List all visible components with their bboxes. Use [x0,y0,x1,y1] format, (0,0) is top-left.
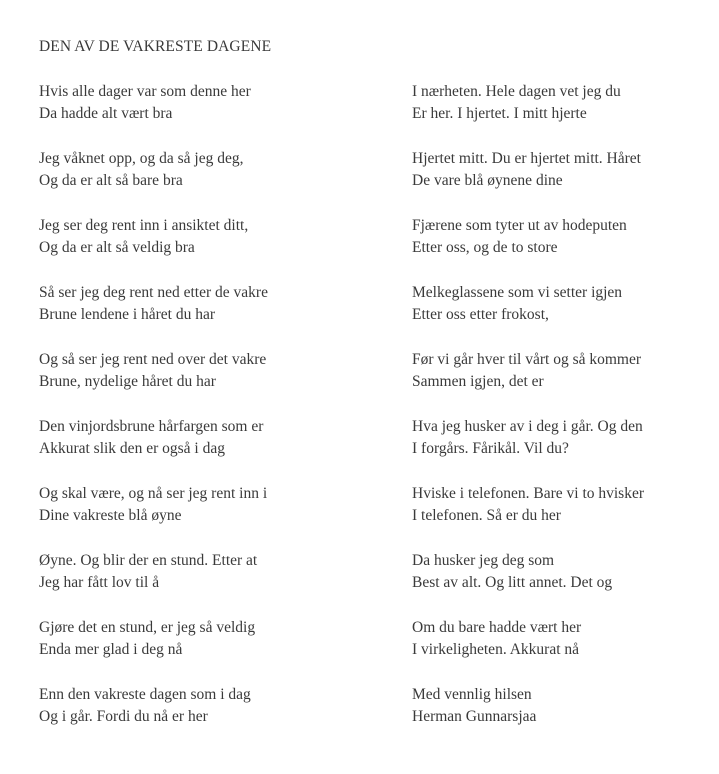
stanza [39,81,359,148]
verse-line: Og da er alt så bare bra [39,172,183,189]
verse-line: Brune lendene i håret du har [39,306,216,323]
verse-line: Gjøre det en stund, er jeg så veldig [39,619,256,636]
stanza [412,282,712,349]
verse-line: I nærheten. Hele dagen vet jeg du [412,83,621,100]
verse-line: Og da er alt så veldig bra [39,239,195,256]
verse-line: I forgårs. Fårikål. Vil du? [412,440,569,457]
stanza [412,483,712,550]
verse-line: Før vi går hver til vårt og så kommer [412,351,642,368]
verse-line: Og så ser jeg rent ned over det vakre [39,351,267,368]
stanza [412,215,712,282]
verse-line: Enn den vakreste dagen som i dag [39,686,251,703]
stanza [412,550,712,617]
stanza [39,416,359,483]
author-name: Herman Gunnarsjaa [412,708,537,725]
verse-line: Brune, nydelige håret du har [39,373,216,390]
verse-line: Hjertet mitt. Du er hjertet mitt. Håret [412,150,641,167]
stanza [412,416,712,483]
verse-line: Så ser jeg deg rent ned etter de vakre [39,284,268,301]
verse-line: Etter oss, og de to store [412,239,558,256]
stanza [39,215,359,282]
closing-line: Med vennlig hilsen [412,686,532,703]
stanza [39,148,359,215]
verse-line: Best av alt. Og litt annet. Det og [412,574,613,591]
stanza [39,483,359,550]
verse-line: Hva jeg husker av i deg i går. Og den [412,418,643,435]
verse-line: Enda mer glad i deg nå [39,641,183,658]
verse-line: Sammen igjen, det er [412,373,544,390]
stanza [39,349,359,416]
verse-line: Og i går. Fordi du nå er her [39,708,208,725]
verse-line: Hviske i telefonen. Bare vi to hvisker [412,485,645,502]
verse-line: Dine vakreste blå øyne [39,507,182,524]
verse-line: Er her. I hjertet. I mitt hjerte [412,105,587,122]
signature-block [412,684,712,751]
verse-line: Fjærene som tyter ut av hodeputen [412,217,627,234]
verse-line: Om du bare hadde vært her [412,619,582,636]
stanza [39,282,359,349]
stanza [412,349,712,416]
verse-line: Akkurat slik den er også i dag [39,440,225,457]
verse-line: Den vinjordsbrune hårfargen som er [39,418,264,435]
stanza [412,81,712,148]
verse-line: Øyne. Og blir der en stund. Etter at [39,552,258,569]
stanza [39,617,359,684]
verse-line: Jeg våknet opp, og da så jeg deg, [39,150,244,167]
verse-line: Etter oss etter frokost, [412,306,549,323]
stanza [39,550,359,617]
stanza [412,617,712,684]
left-column [39,81,359,751]
verse-line: Melkeglassene som vi setter igjen [412,284,623,301]
verse-line: Jeg har fått lov til å [39,574,160,591]
stanza [412,148,712,215]
verse-line: Og skal være, og nå ser jeg rent inn i [39,485,268,502]
verse-line: I virkeligheten. Akkurat nå [412,641,580,658]
verse-line: Jeg ser deg rent inn i ansiktet ditt, [39,217,249,234]
stanza [39,684,359,751]
verse-line: De vare blå øynene dine [412,172,563,189]
verse-line: Da hadde alt vært bra [39,105,173,122]
poem-title: DEN AV DE VAKRESTE DAGENE [39,38,272,55]
verse-line: Hvis alle dager var som denne her [39,83,251,100]
right-column [412,81,712,751]
verse-line: I telefonen. Så er du her [412,507,561,524]
verse-line: Da husker jeg deg som [412,552,555,569]
